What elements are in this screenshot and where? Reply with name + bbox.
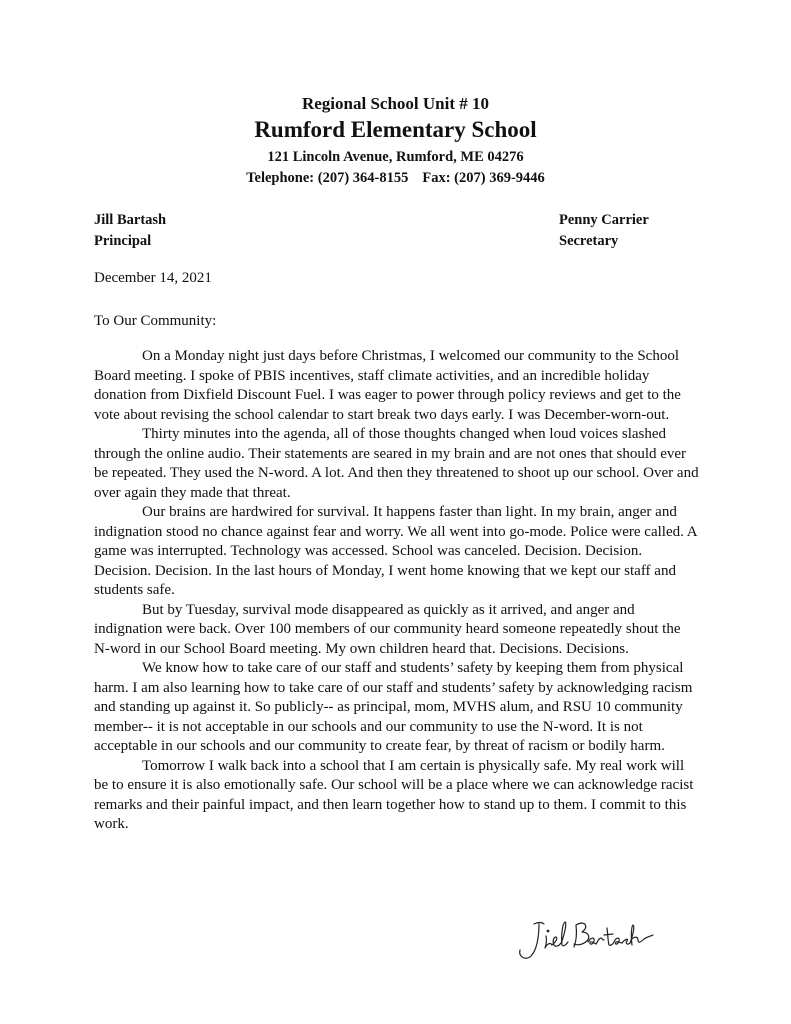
district-name: Regional School Unit # 10 <box>301 94 490 113</box>
secretary-name: Penny Carrier <box>559 212 649 228</box>
secretary-title: Secretary <box>559 233 619 249</box>
principal-name: Jill Bartash <box>94 212 167 228</box>
paragraph: On a Monday night just days before Christmas, I welcomed our community to the School Board meeting. I spoke of PBIS incentives, staff climate activities, and an incredible holiday donation from Dixfield Discount Fuel. I was eager to power through policy reviews and get to the vote about revising the school calendar to start break two days early. I was December-worn-out. <box>94 348 681 423</box>
school-name: Rumford Elementary School <box>254 117 537 142</box>
letter-body <box>94 347 700 835</box>
paragraph: Our brains are hardwired for survival. It happens faster than light. In my brain, anger and indignation stood no chance against fear and worry. We all went into go-mode. Police were called. A game was interrupted. Technology was accessed. School was canceled. Decision. Decision. Decision. Decision. In the last hours of Monday, I went home knowing that we kept our staff and students safe. <box>94 504 697 598</box>
paragraph: We know how to take care of our staff and students’ safety by keeping them from physical harm. I am also learning how to take care of our staff and students’ safety by acknowledging racism and standing up against it. So publicly-- as principal, mom, MVHS alum, and RSU 10 community member-- it is not acceptable in our schools and our community to use the N-word. It is not acceptable in our schools and our community to create fear, by threat of racism or bodily harm. <box>94 660 693 754</box>
principal-block <box>94 210 166 252</box>
secretary-block <box>559 210 649 252</box>
paragraph: Tomorrow I walk back into a school that I am certain is physically safe. My real work will be to ensure it is also emotionally safe. Our school will be a place where we can acknowledge racist remarks and their painful impact, and then learn together how to stand up to them. I commit to this work. <box>94 757 694 832</box>
salutation: To Our Community: <box>94 313 217 329</box>
school-address: 121 Lincoln Avenue, Rumford, ME 04276 <box>267 149 524 165</box>
handwritten-signature <box>512 912 662 964</box>
telephone: Telephone: (207) 364-8155 <box>246 170 409 186</box>
phone-fax-line <box>0 170 791 187</box>
fax: Fax: (207) 369-9446 <box>422 170 545 186</box>
paragraph: Thirty minutes into the agenda, all of those thoughts changed when loud voices slashed through the online audio. Their statements are seared in my brain and are not ones that should ever be repeated. They used the N-word. A lot. And then they threatened to shoot up our school. Over and over again they made that threat. <box>94 426 699 501</box>
principal-title: Principal <box>94 233 152 249</box>
paragraph: But by Tuesday, survival mode disappeared as quickly as it arrived, and anger and indignation were back. Over 100 members of our community heard someone repeatedly shout the N-word in our School Board meeting. My own children heard that. Decisions. Decisions. <box>94 601 681 657</box>
letter-date: December 14, 2021 <box>94 270 212 286</box>
